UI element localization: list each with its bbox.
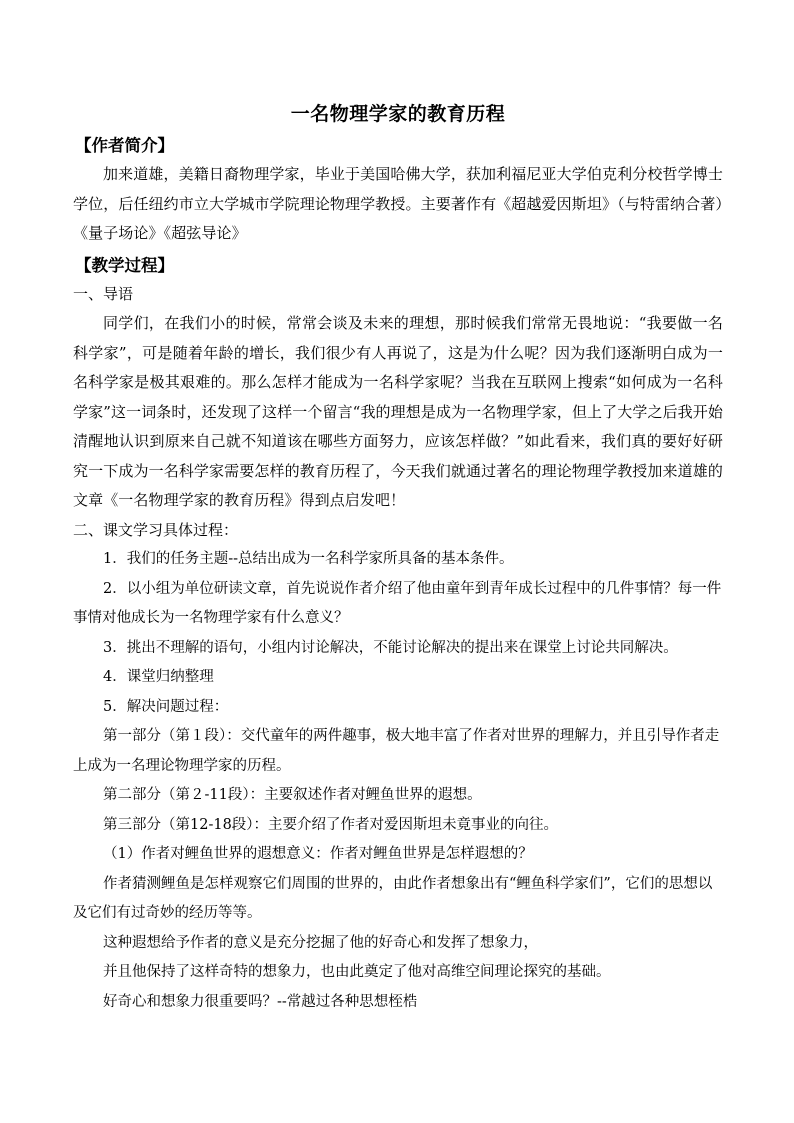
list-item: 作者猜测鲤鱼是怎样观察它们周围的世界的，由此作者想象出有“鲤鱼科学家们”，它们的思想以及它们有过奇妙的经历等等。 bbox=[73, 875, 713, 921]
section-intro-title: 一、导语 bbox=[73, 284, 134, 303]
section-intro-paragraph: 同学们，在我们小的时候，常常会谈及未来的理想，那时候我们常常无畏地说：“我要做一名科学家”，可是随着年龄的增长，我们很少有人再说了，这是为什么呢？因为我们逐渐明白成为一名科学家是极其艰难的。那么怎样才能成为一名科学家呢？当我在互联网上搜索“如何成为一名科学家”这一词条时，还发现了这样一个留言“我的理想是成为一名物理学家，但上了大学之后我开始清醒地认识到原来自己就不知道该在哪些方面努力，应该怎样做？”如此看来，我们真的要好好研究一下成为一名科学家需要怎样的教育历程了，今天我们就通过著名的理论物理学教授加来道雄的文章《一名物理学家的教育历程》得到点启发吧！ bbox=[73, 314, 723, 509]
teaching-process-heading: 【教学过程】 bbox=[75, 255, 174, 275]
document-page bbox=[73, 97, 723, 1017]
list-item: 并且他保持了这样奇特的想象力，也由此奠定了他对高维空间理论探究的基础。 bbox=[103, 964, 611, 980]
list-item: 1．我们的任务主题--总结出成为一名科学家所具备的基本条件。 bbox=[103, 551, 514, 567]
document-title: 一名物理学家的教育历程 bbox=[290, 103, 506, 125]
list-item: （1）作者对鲤鱼世界的遐想意义：作者对鲤鱼世界是怎样遐想的？ bbox=[103, 846, 533, 862]
list-item: 第一部分（第１段）：交代童年的两件趣事，极大地丰富了作者对世界的理解力，并且引导作者走上成为一名理论物理学家的历程。 bbox=[73, 728, 720, 774]
author-intro-paragraph: 加来道雄，美籍日裔物理学家，毕业于美国哈佛大学，获加利福尼亚大学伯克利分校哲学博士学位，后任纽约市立大学城市学院理论物理学教授。主要著作有《超越爱因斯坦》（与特雷纳合著）《量子场论》《超弦导论》 bbox=[73, 165, 723, 242]
list-item: 3．挑出不理解的语句，小组内讨论解决，不能讨论解决的提出来在课堂上讨论共同解决。 bbox=[103, 639, 678, 656]
list-item: 2．以小组为单位研读文章，首先说说作者介绍了他由童年到青年成长过程中的几件事情？每一件事情对他成长为一名物理学家有什么意义？ bbox=[73, 580, 722, 626]
list-item: 这种遐想给予作者的意义是充分挖掘了他的好奇心和发挥了想象力， bbox=[103, 934, 538, 951]
list-item: 第三部分（第12-18段）：主要介绍了作者对爱因斯坦未竟事业的向往。 bbox=[103, 816, 559, 833]
list-item: 4．课堂归纳整理 bbox=[103, 669, 214, 685]
list-item: 5．解决问题过程： bbox=[103, 698, 229, 715]
list-item: 第二部分（第２-11段）：主要叙述作者对鲤鱼世界的遐想。 bbox=[103, 787, 482, 803]
section-study-title: 二、课文学习具体过程： bbox=[73, 520, 239, 539]
author-intro-heading: 【作者简介】 bbox=[75, 136, 174, 155]
list-item: 好奇心和想象力很重要吗？--常越过各种思想桎梏 bbox=[103, 993, 418, 1010]
